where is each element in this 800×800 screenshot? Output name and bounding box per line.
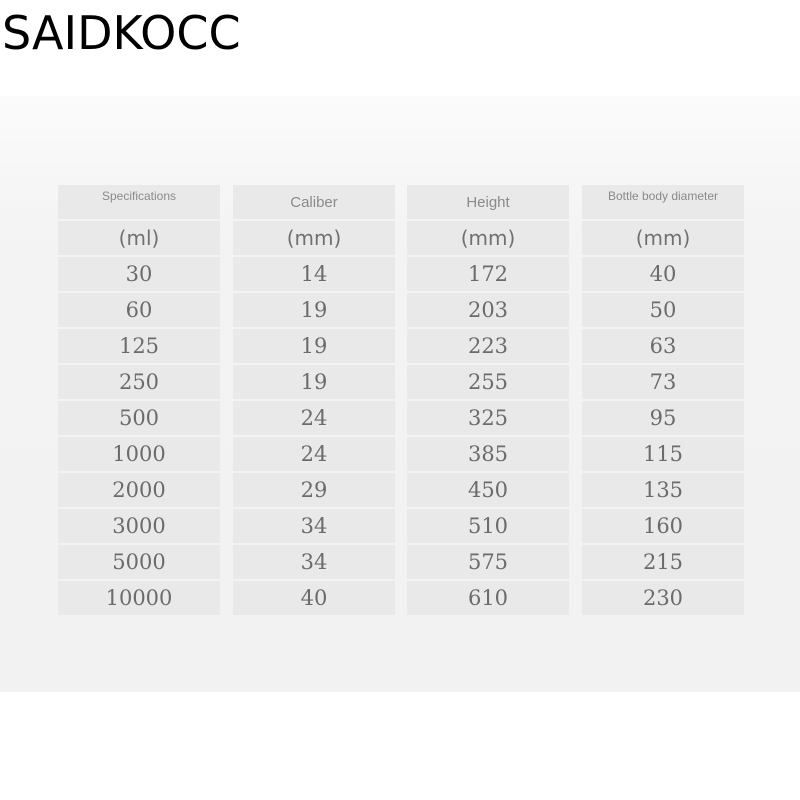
table-cell: 24 (233, 401, 395, 435)
table-cell: 255 (407, 365, 569, 399)
table-cell: 19 (233, 329, 395, 363)
table-cell: 40 (233, 581, 395, 615)
table-cell: 510 (407, 509, 569, 543)
table-cell: 40 (582, 257, 744, 291)
brand-logo-text: SAIDKOCC (2, 6, 241, 60)
table-cell: 230 (582, 581, 744, 615)
table-cell: 95 (582, 401, 744, 435)
table-cell: 60 (58, 293, 220, 327)
column-header: Height (407, 185, 569, 219)
table-cell: 115 (582, 437, 744, 471)
diameter-column (582, 185, 744, 617)
table-cell: 160 (582, 509, 744, 543)
table-cell: 385 (407, 437, 569, 471)
table-cell: 250 (58, 365, 220, 399)
table-cell: 325 (407, 401, 569, 435)
table-cell: 34 (233, 509, 395, 543)
column-header: Bottle body diameter (582, 185, 744, 219)
column-unit: (ml) (58, 221, 220, 255)
table-cell: 10000 (58, 581, 220, 615)
table-cell: 223 (407, 329, 569, 363)
table-cell: 125 (58, 329, 220, 363)
table-cell: 29 (233, 473, 395, 507)
table-cell: 1000 (58, 437, 220, 471)
table-cell: 14 (233, 257, 395, 291)
table-cell: 500 (58, 401, 220, 435)
table-cell: 24 (233, 437, 395, 471)
table-cell: 34 (233, 545, 395, 579)
spec-column (58, 185, 220, 617)
column-unit: (mm) (407, 221, 569, 255)
table-cell: 3000 (58, 509, 220, 543)
column-unit: (mm) (233, 221, 395, 255)
table-cell: 19 (233, 365, 395, 399)
column-unit: (mm) (582, 221, 744, 255)
table-cell: 135 (582, 473, 744, 507)
table-cell: 215 (582, 545, 744, 579)
table-cell: 203 (407, 293, 569, 327)
height-column (407, 185, 569, 617)
table-cell: 575 (407, 545, 569, 579)
column-header: Specifications (58, 185, 220, 219)
table-cell: 63 (582, 329, 744, 363)
caliber-column (233, 185, 395, 617)
table-cell: 2000 (58, 473, 220, 507)
table-cell: 5000 (58, 545, 220, 579)
table-cell: 30 (58, 257, 220, 291)
table-cell: 50 (582, 293, 744, 327)
table-cell: 19 (233, 293, 395, 327)
table-cell: 73 (582, 365, 744, 399)
column-header: Caliber (233, 185, 395, 219)
table-cell: 172 (407, 257, 569, 291)
table-cell: 610 (407, 581, 569, 615)
table-cell: 450 (407, 473, 569, 507)
